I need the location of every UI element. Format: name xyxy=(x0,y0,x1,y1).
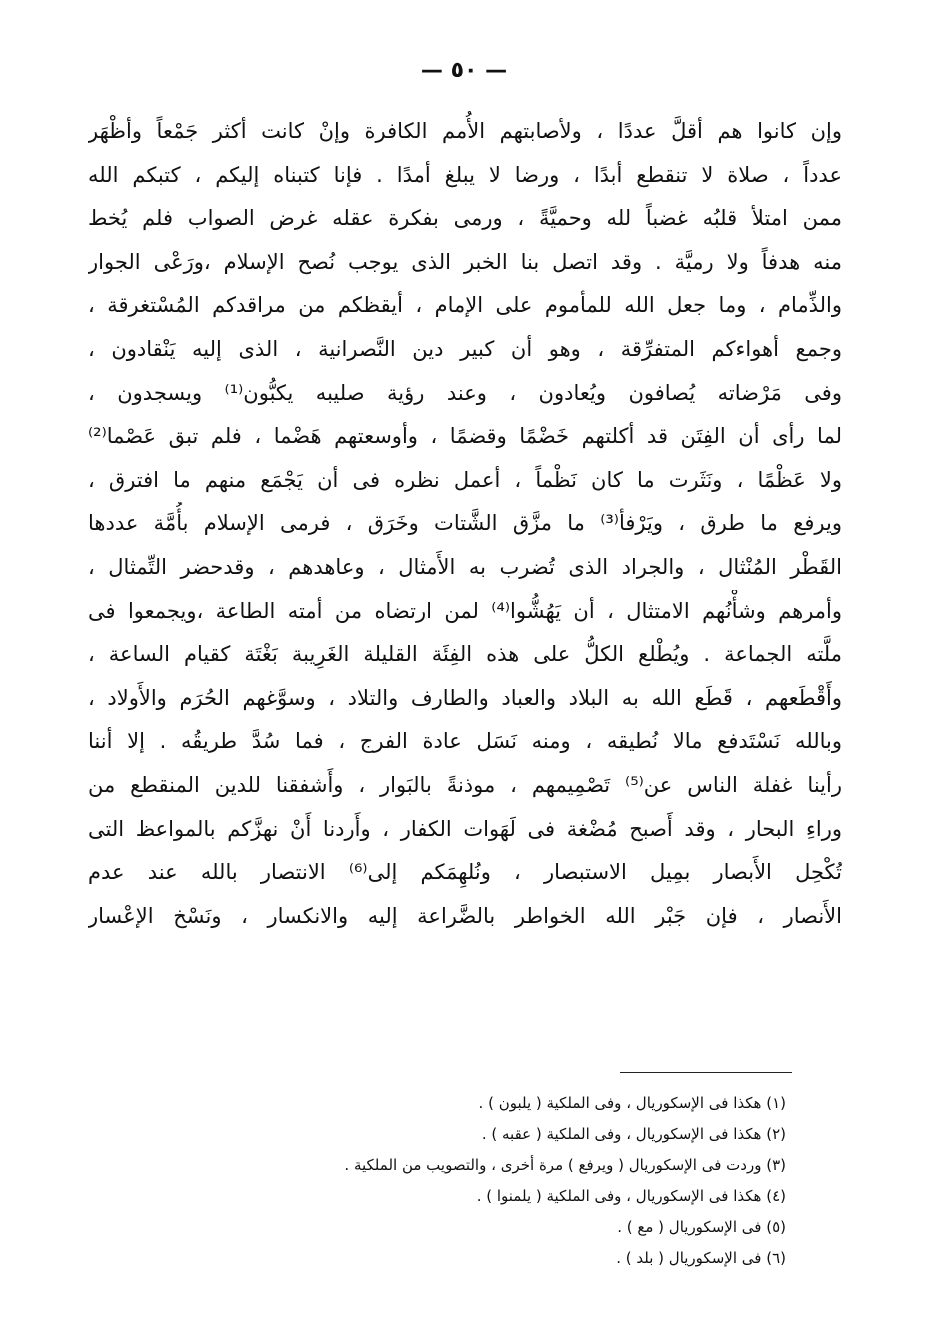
text-line: ولا عَظْمًا ، ونَثَرت ما كان نَظْماً ، أعمل نظره فى أن يَجْمَع منهم ما افترق ، xyxy=(88,467,842,492)
footnotes xyxy=(344,1088,786,1274)
text-line: رأينا غفلة الناس عن⁽⁵⁾ تَصْمِيمهم ، موذنةً بالبَوار ، وأَشفقنا للدين المنقطع من xyxy=(88,772,842,797)
body-text xyxy=(88,110,842,938)
text-line: وبالله نَسْتَدفع مالا نُطيقه ، ومنه نَسَل عادة الفرج ، فما سُدَّ طريقُه . إلا أننا xyxy=(88,729,842,754)
footnote-divider xyxy=(620,1072,792,1073)
footnote: (٤) هكذا فى الإسكوريال ، وفى الملكية ( يلمنوا ) . xyxy=(476,1187,786,1205)
text-line: وراءِ البحار ، وقد أَصبح مُضْغة فى لَهَوات الكفار ، وأَردنا أَنْ نهزَّكم بالمواعظ التى xyxy=(88,816,842,841)
text-line: وجمع أهواءكم المتفرِّقة ، وهو أن كبير دين النَّصرانية ، الذى إليه يَنْقادون ، xyxy=(88,336,842,361)
footnote: (٢) هكذا فى الإسكوريال ، وفى الملكية ( عقبه ) . xyxy=(481,1125,786,1143)
footnote: (٦) فى الإسكوريال ( بلد ) . xyxy=(616,1249,786,1267)
text-line: ويرفع ما طرق ، ويَرْفأ⁽³⁾ ما مزَّق الشَّتات وخَرَق ، فرمى الإسلام بأُمَّة عددها xyxy=(88,511,842,536)
page-number: — ٥٠ — xyxy=(420,58,508,83)
footnote: (١) هكذا فى الإسكوريال ، وفى الملكية ( يلبون ) . xyxy=(478,1094,786,1112)
text-line: الأَنصار ، فإن جَبْر الله الخواطر بالضَّراعة إليه والانكسار ، ونَسْخ الإعْسار xyxy=(88,903,842,928)
text-line: وإن كانوا هم أقلَّ عددًا ، ولأصابتهم الأُمم الكافرة وإنْ كانت أكثر جَمْعاً وأظْهَر xyxy=(88,119,842,143)
text-line: عدداً ، صلاة لا تنقطع أبدًا ، ورضا لا يبلغ أمدًا . فإنا كتبناه إليكم ، كتبكم الله xyxy=(88,162,842,187)
text-line: منه هدفاً ولا رميَّة . وقد اتصل بنا الخبر الذى يوجب نُصح الإسلام ،ورَعْى الجوار xyxy=(88,249,842,274)
footnote: (٥) فى الإسكوريال ( مع ) . xyxy=(617,1218,786,1236)
text-line: وأمرهم وشأْنُهم الامتثال ، أن يَهُشُّوا⁽⁴⁾ لمن ارتضاه من أمته الطاعة ،ويجمعوا فى xyxy=(88,598,842,623)
text-line: القَطْر المُنْثال ، والجراد الذى تُضرب به الأَمثال ، وعاهدهم ، وقدحضر التِّمثال ، xyxy=(88,554,842,579)
text-line: وأَقْطَعهم ، قَطَع الله به البلاد والعباد والطارف والتلاد ، وسوَّغهم الحُرَم والأَولاد ، xyxy=(88,685,842,710)
text-line: ملَّته الجماعة . ويُطْلع الكلُّ على هذه الفِئَة القليلة الغَرِيبة بَغْتَة كقيام الساعة ، xyxy=(88,642,842,667)
text-line: لما رأى أن الفِتَن قد أكلتهم خَضْمًا وقضمًا ، وأوسعتهم هَضْما ، فلم تبق عَصْما⁽²⁾ xyxy=(88,424,842,449)
footnote: (٣) وردت فى الإسكوريال ( ويرفع ) مرة أخرى ، والتصويب من الملكية . xyxy=(344,1156,786,1174)
text-line: تُكْحِل الأَبصار بمِيل الاستبصار ، ونُلهِمَكم إلى⁽⁶⁾ الانتصار بالله عند عدم xyxy=(88,860,842,885)
text-line: ممن امتلأ قلبُه غضباً لله وحميَّةً ، ورمى بفكرة عقله غرض الصواب فلم يُخط xyxy=(88,206,842,231)
text-line: وفى مَرْضاته يُصافون ويُعادون ، وعند رؤية صليبه يكبُّون⁽¹⁾ ويسجدون ، xyxy=(88,380,842,405)
text-line: والذِّمام ، وما جعل الله للمأموم على الإمام ، أيقظكم من مراقدكم المُسْتغرقة ، xyxy=(88,293,842,318)
